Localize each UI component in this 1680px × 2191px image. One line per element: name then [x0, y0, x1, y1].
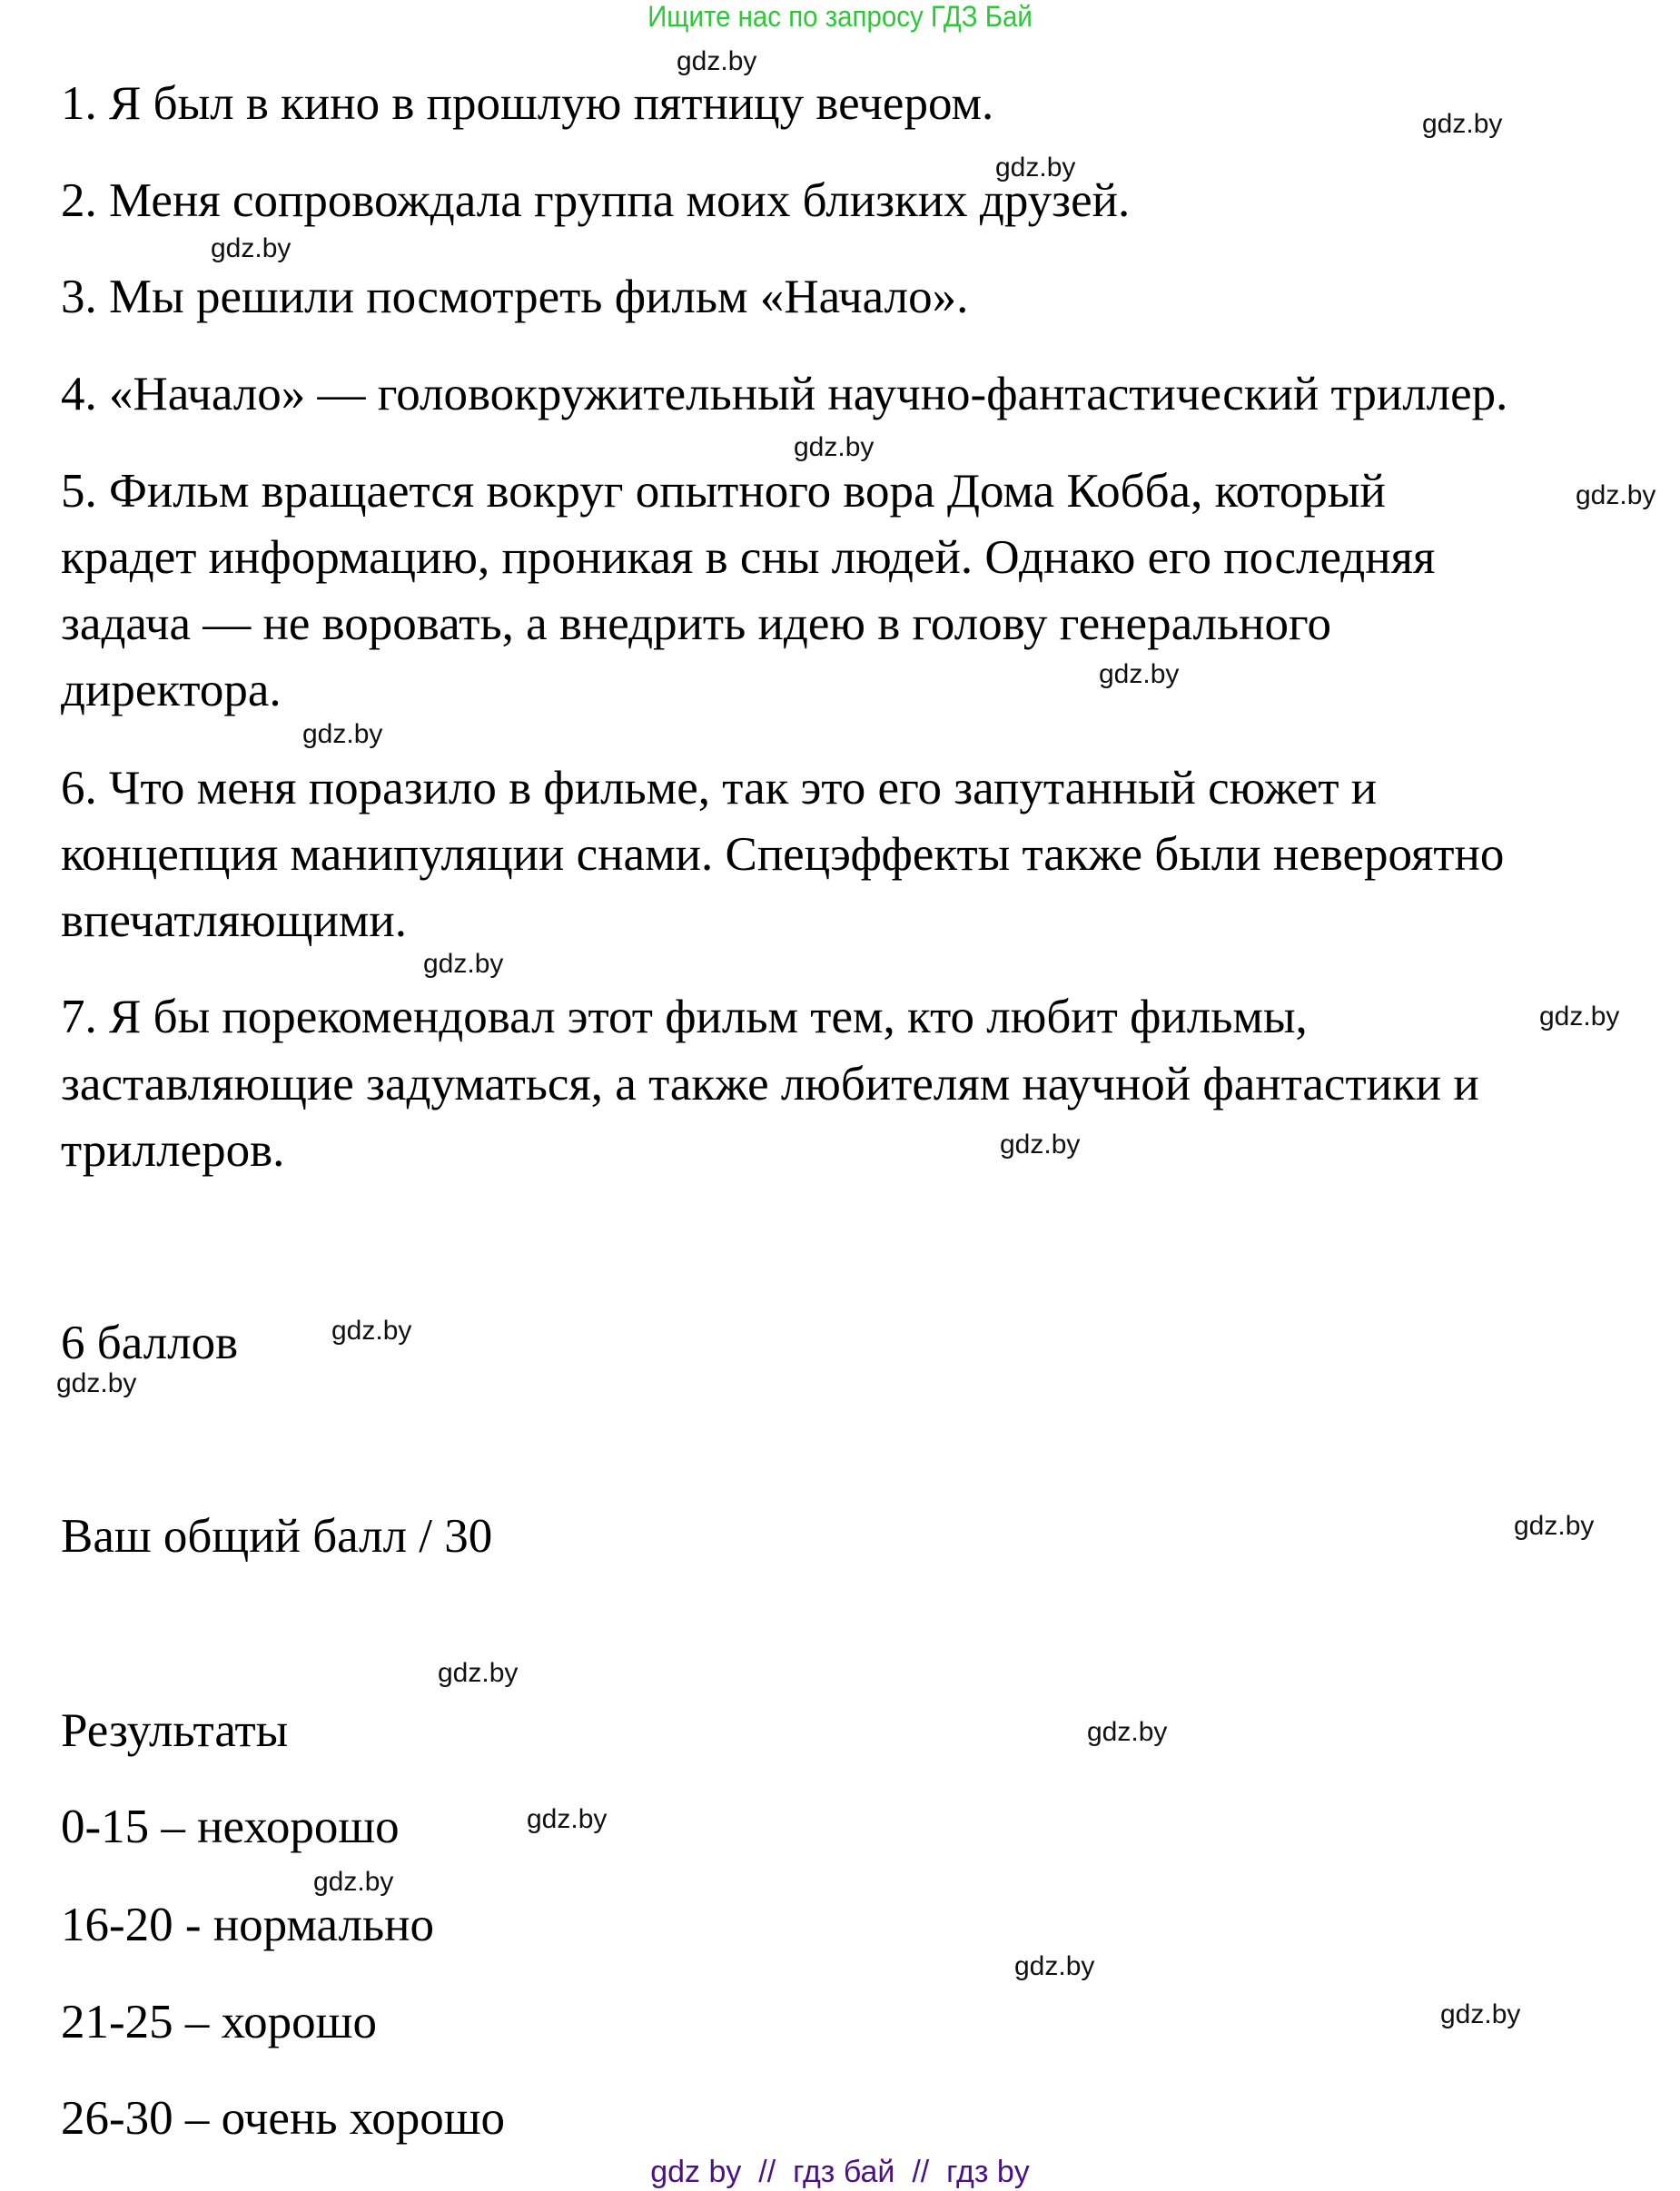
watermark: gdz.by [995, 153, 1076, 183]
search-banner: Ищите нас по запросу ГДЗ Бай [647, 0, 1033, 33]
results-title: Результаты [61, 1704, 289, 1757]
item-7-line: триллеров. [61, 1124, 285, 1177]
item-7-line: 7. Я бы порекомендовал этот фильм тем, кто любит фильмы, [61, 991, 1308, 1043]
item-5-line: крадет информацию, проникая в сны людей. Однако его последняя [61, 531, 1436, 584]
watermark: gdz.by [1087, 1717, 1168, 1747]
item-6-line: 6. Что меня поразило в фильме, так это его запутанный сюжет и [61, 762, 1378, 814]
result-range: 26-30 – очень хорошо [61, 2092, 506, 2145]
watermark: gdz.by [438, 1658, 519, 1688]
item-7-line: заставляющие задуматься, а также любителям научной фантастики и [61, 1058, 1479, 1110]
watermark: gdz.by [302, 719, 383, 749]
watermark: gdz.by [331, 1316, 412, 1346]
result-range: 16-20 - нормально [61, 1899, 435, 1951]
result-range: 21-25 – хорошо [61, 1996, 377, 2048]
item-5-line: задача — не воровать, а внедрить идею в голову генерального [61, 597, 1331, 650]
watermark: gdz.by [1539, 1002, 1620, 1031]
watermark: gdz.by [527, 1804, 608, 1834]
footer-links: gdz by // гдз бай // гдз by [650, 2155, 1030, 2189]
watermark: gdz.by [1440, 1999, 1521, 2029]
watermark: gdz.by [423, 949, 504, 979]
watermark: gdz.by [1000, 1130, 1081, 1160]
watermark: gdz.by [56, 1368, 137, 1398]
watermark: gdz.by [1014, 1951, 1095, 1981]
watermark: gdz.by [794, 432, 875, 462]
total-score: Ваш общий балл / 30 [61, 1510, 493, 1563]
item-5-line: 5. Фильм вращается вокруг опытного вора Дома Кобба, который [61, 465, 1386, 518]
watermark: gdz.by [1576, 480, 1656, 510]
watermark: gdz.by [677, 46, 757, 76]
item-6-line: концепция манипуляции снами. Спецэффекты также были невероятно [61, 828, 1505, 881]
score: 6 баллов [61, 1317, 239, 1369]
watermark: gdz.by [211, 233, 292, 263]
result-range: 0-15 – нехорошо [61, 1801, 400, 1853]
item-3: 3. Мы решили посмотреть фильм «Начало». [61, 271, 969, 323]
item-6-line: впечатляющими. [61, 894, 407, 947]
item-1: 1. Я был в кино в прошлую пятницу вечером. [61, 77, 994, 130]
watermark: gdz.by [1422, 109, 1503, 139]
watermark: gdz.by [313, 1867, 394, 1897]
item-5-line: директора. [61, 664, 282, 716]
watermark: gdz.by [1099, 659, 1180, 689]
item-2: 2. Меня сопровождала группа моих близких друзей. [61, 174, 1131, 227]
item-4: 4. «Начало» — головокружительный научно-фантастический триллер. [61, 368, 1508, 420]
watermark: gdz.by [1514, 1511, 1595, 1541]
